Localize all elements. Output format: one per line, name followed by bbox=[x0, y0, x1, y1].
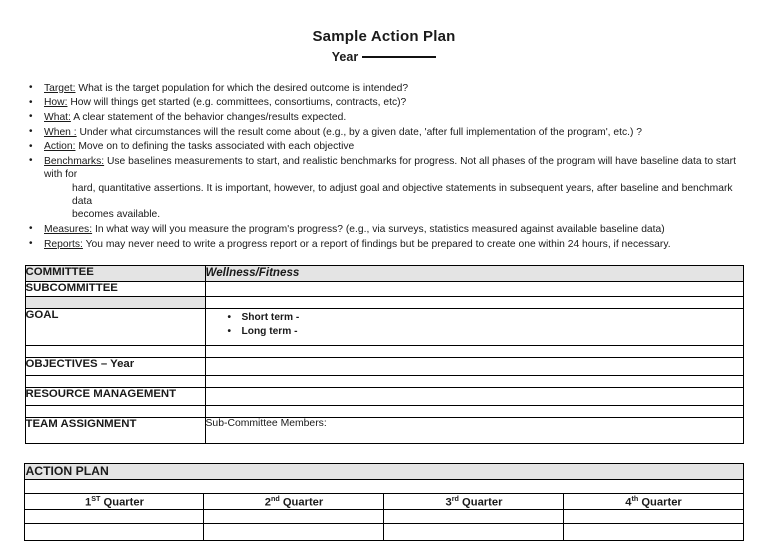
table-row bbox=[25, 265, 743, 281]
year-blank-field[interactable] bbox=[362, 56, 436, 58]
table-row-spacer bbox=[25, 479, 743, 493]
resource-management-label: RESOURCE MANAGEMENT bbox=[25, 387, 205, 405]
list-item-continuation: becomes available. bbox=[72, 209, 161, 221]
team-assignment-label: TEAM ASSIGNMENT bbox=[25, 417, 205, 443]
list-item-term: Reports: bbox=[44, 238, 83, 250]
quarter-suffix: nd bbox=[270, 493, 280, 503]
spacer-value[interactable] bbox=[205, 296, 743, 308]
list-item-term: Action: bbox=[44, 141, 76, 153]
list-item-text: What is the target population for which the desired outcome is intended? bbox=[78, 82, 409, 94]
quarter-label: Quarter bbox=[641, 496, 682, 509]
quarter-suffix: ST bbox=[91, 493, 101, 503]
quarter-ordinal: 3 bbox=[445, 496, 452, 509]
committee-table bbox=[25, 265, 744, 444]
quarter-cell-q1[interactable] bbox=[25, 523, 204, 540]
action-plan-table-wrapper bbox=[0, 463, 768, 541]
quarter-cell-q1[interactable] bbox=[25, 509, 204, 523]
table-row bbox=[25, 523, 743, 540]
quarter-label: Quarter bbox=[103, 496, 144, 509]
objectives-value[interactable] bbox=[205, 357, 743, 375]
goal-bullet-item: • Long term - bbox=[242, 325, 743, 339]
list-item bbox=[44, 155, 746, 222]
table-row bbox=[25, 281, 743, 296]
quarter-suffix: rd bbox=[451, 493, 459, 503]
quarter-header-row bbox=[25, 493, 743, 509]
list-item bbox=[44, 96, 746, 109]
list-item-text: How will things get started (e.g. committees, consortiums, contracts, etc)? bbox=[70, 97, 407, 109]
subcommittee-value[interactable] bbox=[205, 281, 743, 296]
list-item-term: When : bbox=[44, 126, 77, 138]
table-row bbox=[25, 387, 743, 405]
list-item-term: Benchmarks: bbox=[44, 155, 105, 167]
quarter-ordinal: 1 bbox=[85, 496, 92, 509]
goal-bullet-list bbox=[206, 309, 743, 339]
list-item-continuation: hard, quantitative assertions. It is important, however, to adjust goal and objective statements in subsequent years, after baseline and benchmark data bbox=[72, 182, 733, 207]
page-title: Sample Action Plan bbox=[312, 28, 456, 45]
goal-label: GOAL bbox=[25, 308, 205, 345]
quarter-label: Quarter bbox=[462, 496, 503, 509]
spacer-value[interactable] bbox=[205, 405, 743, 417]
action-plan-title: ACTION PLAN bbox=[25, 463, 743, 479]
list-item bbox=[44, 82, 746, 95]
quarter-cell-q4[interactable] bbox=[564, 509, 743, 523]
list-item-term: Target: bbox=[44, 82, 76, 94]
spacer-value[interactable] bbox=[205, 375, 743, 387]
quarter-header-3 bbox=[384, 493, 564, 509]
list-item-term: What: bbox=[44, 111, 71, 123]
year-label: Year bbox=[331, 49, 359, 64]
quarter-suffix: th bbox=[631, 493, 639, 503]
table-row bbox=[25, 308, 743, 345]
list-item bbox=[44, 111, 746, 124]
goal-value[interactable] bbox=[205, 308, 743, 345]
table-row bbox=[25, 417, 743, 443]
list-item bbox=[44, 140, 746, 153]
quarter-cell-q2[interactable] bbox=[204, 509, 384, 523]
spacer-cell[interactable] bbox=[25, 479, 743, 493]
intro-bullet-list bbox=[0, 82, 768, 251]
table-row bbox=[25, 357, 743, 375]
quarter-cell-q2[interactable] bbox=[204, 523, 384, 540]
table-row-spacer bbox=[25, 296, 743, 308]
quarter-ordinal: 2 bbox=[264, 496, 271, 509]
list-item-text: Move on to defining the tasks associated with each objective bbox=[78, 141, 355, 153]
list-item-term: How: bbox=[44, 97, 68, 109]
subcommittee-label: SUBCOMMITTEE bbox=[25, 281, 205, 296]
action-plan-table bbox=[24, 463, 743, 541]
spacer-label bbox=[25, 296, 205, 308]
action-plan-title-row bbox=[25, 463, 743, 479]
quarter-label: Quarter bbox=[282, 496, 324, 509]
goal-bullet-item: • Short term - bbox=[242, 311, 743, 325]
quarter-cell-q3[interactable] bbox=[384, 523, 564, 540]
list-item-text: Use baselines measurements to start, and realistic benchmarks for progress. Not all phases of the program will have baseline data to start with for bbox=[44, 155, 736, 181]
year-subtitle bbox=[0, 50, 768, 65]
quarter-header-2 bbox=[204, 493, 384, 509]
spacer-label bbox=[25, 375, 205, 387]
quarter-header-4 bbox=[564, 493, 743, 509]
quarter-header-1 bbox=[25, 493, 204, 509]
committee-label: COMMITTEE bbox=[25, 265, 205, 281]
list-item-text: A clear statement of the behavior changes/results expected. bbox=[73, 111, 347, 123]
spacer-label bbox=[25, 345, 205, 357]
list-item bbox=[44, 126, 746, 139]
list-item bbox=[44, 223, 746, 236]
quarter-cell-q3[interactable] bbox=[384, 509, 564, 523]
quarter-cell-q4[interactable] bbox=[564, 523, 743, 540]
title-block bbox=[0, 0, 768, 65]
team-assignment-value[interactable]: Sub-Committee Members: bbox=[205, 417, 743, 443]
table-row-spacer bbox=[25, 375, 743, 387]
list-item-text: You may never need to write a progress report or a report of findings but be prepared to create one within 24 hours, if necessary. bbox=[85, 238, 671, 250]
list-item-term: Measures: bbox=[44, 223, 93, 235]
spacer-label bbox=[25, 405, 205, 417]
resource-management-value[interactable] bbox=[205, 387, 743, 405]
spacer-value[interactable] bbox=[205, 345, 743, 357]
objectives-label: OBJECTIVES – Year bbox=[25, 357, 205, 375]
table-row bbox=[25, 509, 743, 523]
quarter-ordinal: 4 bbox=[625, 496, 632, 509]
table-row-spacer bbox=[25, 405, 743, 417]
list-item bbox=[44, 238, 746, 251]
list-item-text: Under what circumstances will the result come about (e.g., by a given date, 'after full implementation of the program', etc.) ? bbox=[79, 126, 643, 138]
committee-value[interactable]: Wellness/Fitness bbox=[205, 265, 743, 281]
committee-table-wrapper bbox=[0, 265, 768, 444]
list-item-text: In what way will you measure the program's progress? (e.g., via surveys, statistics measured against available baseline data) bbox=[94, 223, 665, 235]
table-row-spacer bbox=[25, 345, 743, 357]
